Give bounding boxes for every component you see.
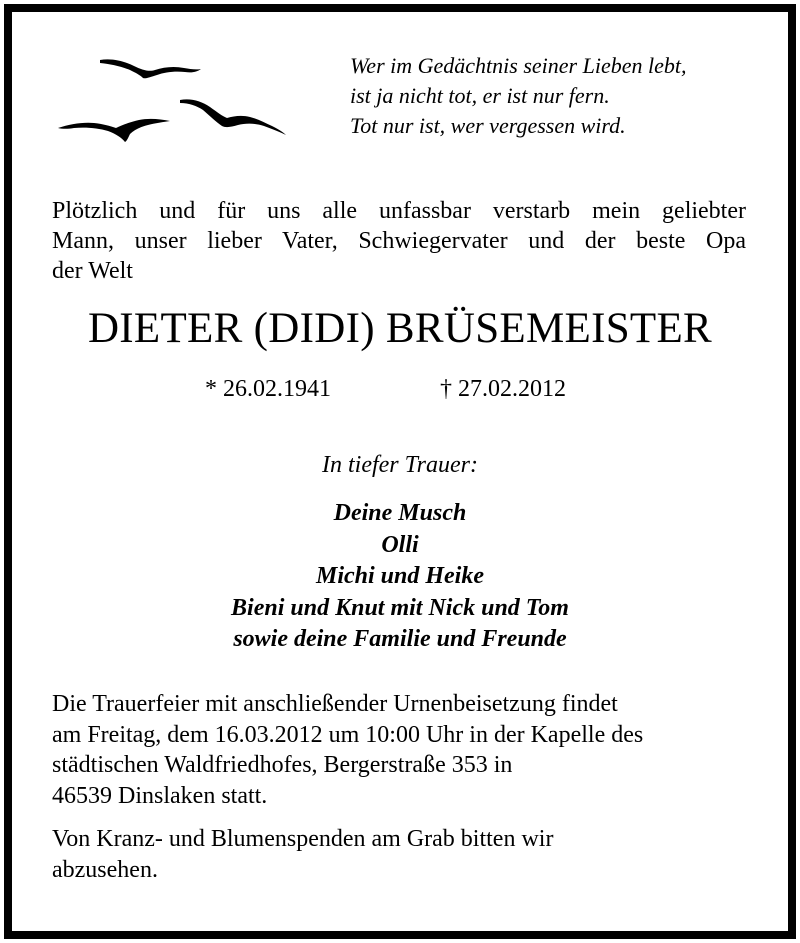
flowers-line: Von Kranz- und Blumenspenden am Grab bitten wir — [52, 826, 554, 852]
intro-line: Mann, unser lieber Vater, Schwiegervater und der beste Opa — [52, 228, 746, 254]
intro-line: der Welt — [52, 258, 133, 284]
mourner-line: Olli — [381, 531, 419, 558]
intro-line: Plötzlich und für uns alle unfassbar verstarb mein geliebter — [52, 198, 746, 224]
mourner-line: Deine Musch — [333, 500, 467, 526]
intro-text — [52, 196, 746, 286]
mourner-line: sowie deine Familie und Freunde — [233, 626, 567, 652]
motto-line: Wer im Gedächtnis seiner Lieben lebt, — [350, 53, 687, 78]
flowers-request — [52, 824, 752, 885]
mourning-heading: In tiefer Trauer: — [322, 452, 478, 478]
birth-date: * 26.02.1941 — [205, 376, 331, 402]
mourner-line: Bieni und Knut mit Nick und Tom — [231, 594, 569, 621]
ceremony-line: städtischen Waldfriedhofes, Bergerstraße 353 in — [52, 752, 513, 778]
motto-line: ist ja nicht tot, er ist nur fern. — [350, 83, 610, 108]
flowers-line: abzusehen. — [52, 856, 158, 883]
bird-top — [100, 59, 201, 78]
death-date: † 27.02.2012 — [440, 376, 566, 402]
mourners-list — [0, 498, 800, 656]
ceremony-line: 46539 Dinslaken statt. — [52, 782, 268, 809]
motto-quote — [350, 51, 686, 141]
flying-birds-icon — [50, 48, 300, 148]
mourner-line: Michi und Heike — [315, 563, 484, 589]
bird-right — [180, 99, 286, 135]
motto-line: Tot nur ist, wer vergessen wird. — [350, 113, 626, 138]
bird-left — [58, 119, 170, 142]
deceased-name: DIETER (DIDI) BRÜSEMEISTER — [87, 305, 713, 352]
ceremony-info — [52, 689, 752, 811]
ceremony-line: Die Trauerfeier mit anschließender Urnenbeisetzung findet — [52, 691, 618, 717]
ceremony-line: am Freitag, dem 16.03.2012 um 10:00 Uhr in der Kapelle des — [52, 721, 644, 748]
